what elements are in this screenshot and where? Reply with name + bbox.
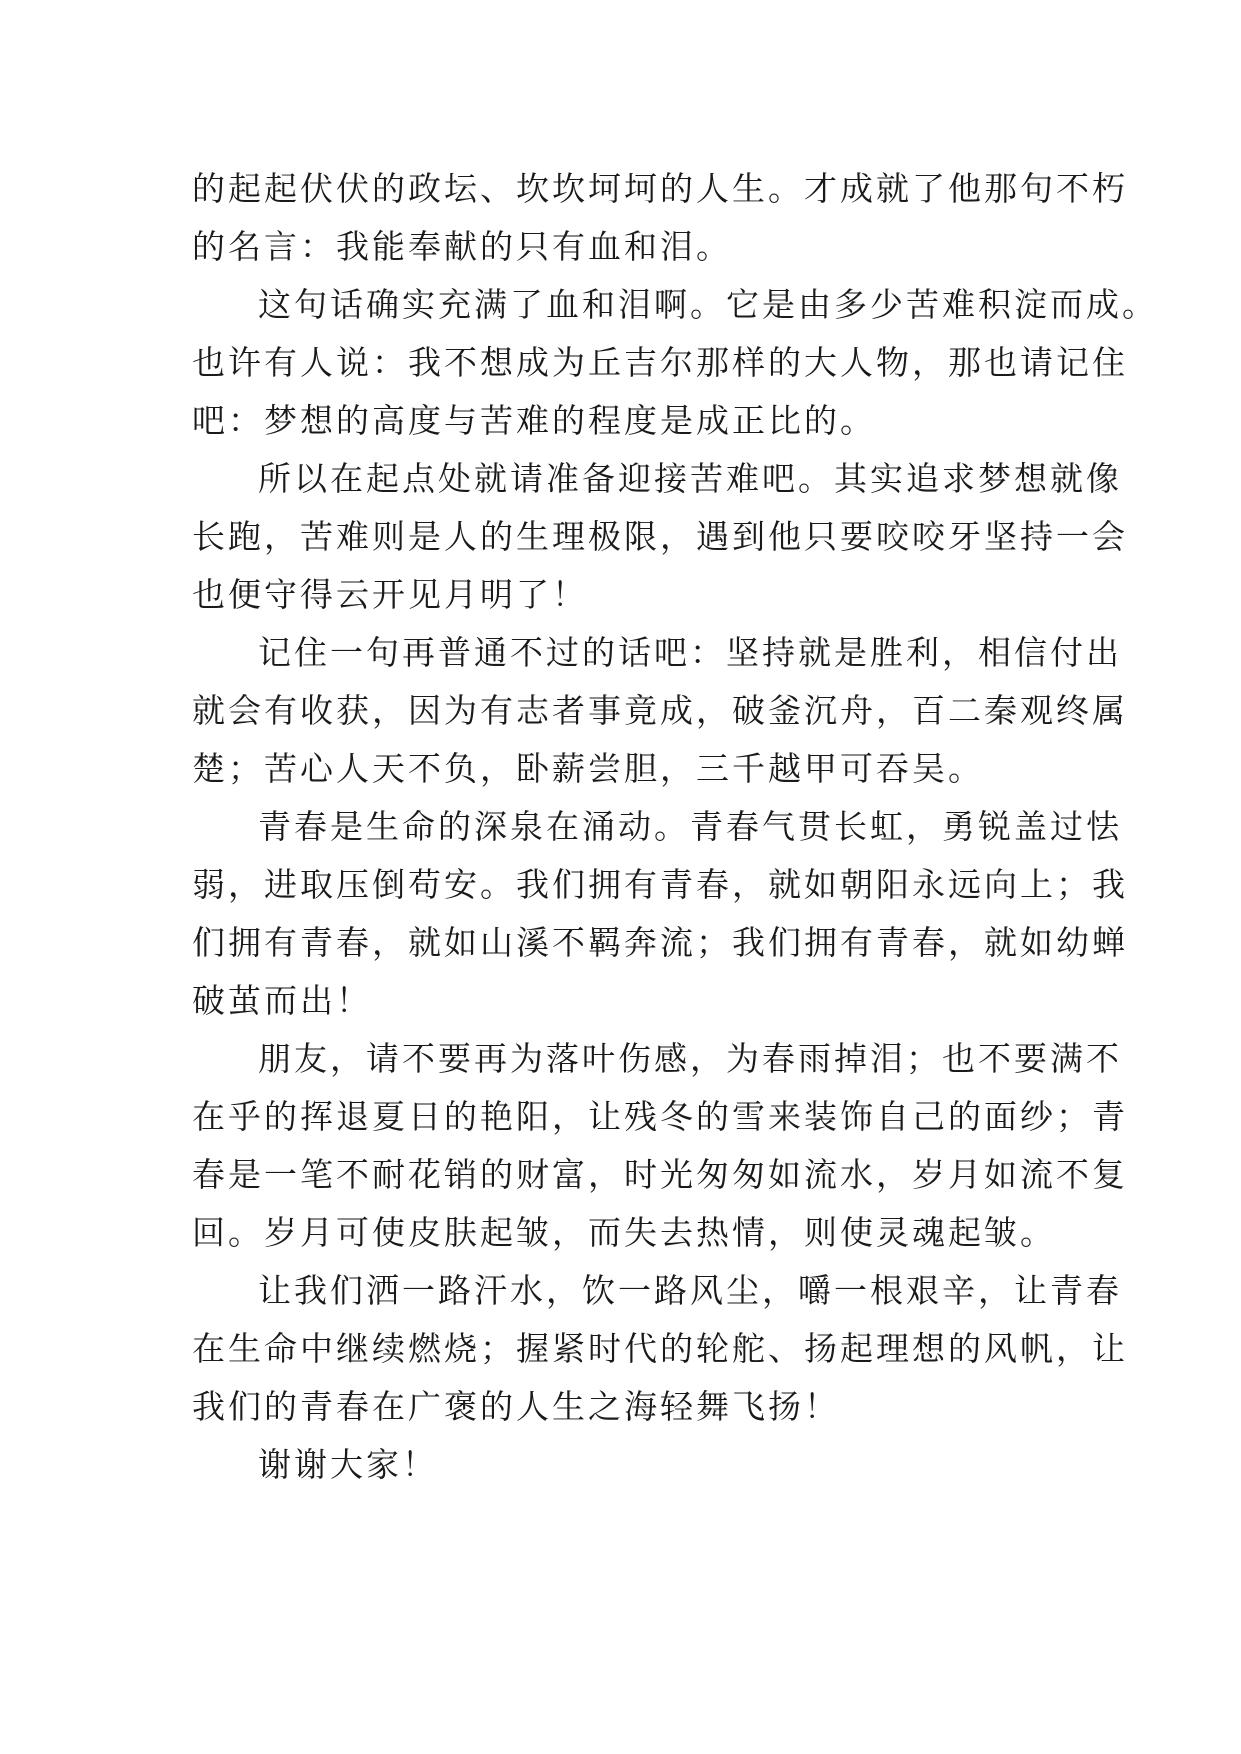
text-line: 楚；苦心人天不负，卧薪尝胆，三千越甲可吞吴。 bbox=[192, 749, 984, 788]
paragraph-2 bbox=[192, 276, 1158, 450]
paragraph-5 bbox=[192, 798, 1128, 1030]
text-line: 让我们洒一路汗水，饮一路风尘，嚼一根艰辛，让青春 bbox=[258, 1271, 1122, 1310]
text-line: 也许有人说：我不想成为丘吉尔那样的大人物，那也请记住 bbox=[192, 343, 1128, 382]
text-line: 记住一句再普通不过的话吧：坚持就是胜利，相信付出 bbox=[258, 633, 1122, 672]
text-line: 春是一笔不耐花销的财富，时光匆匆如流水，岁月如流不复 bbox=[192, 1155, 1128, 1194]
text-line: 朋友，请不要再为落叶伤感，为春雨掉泪；也不要满不 bbox=[258, 1039, 1122, 1078]
document-body bbox=[192, 160, 1158, 1494]
text-line: 们拥有青春，就如山溪不羁奔流；我们拥有青春，就如幼蝉 bbox=[192, 923, 1128, 962]
paragraph-4 bbox=[192, 624, 1128, 798]
text-line: 吧：梦想的高度与苦难的程度是成正比的。 bbox=[192, 401, 876, 440]
paragraph-1 bbox=[192, 160, 1128, 276]
text-line: 所以在起点处就请准备迎接苦难吧。其实追求梦想就像 bbox=[258, 459, 1122, 498]
text-line: 长跑，苦难则是人的生理极限，遇到他只要咬咬牙坚持一会 bbox=[192, 517, 1128, 556]
text-line: 青春是生命的深泉在涌动。青春气贯长虹，勇锐盖过怯 bbox=[258, 807, 1122, 846]
paragraph-8 bbox=[192, 1436, 1072, 1494]
text-line: 这句话确实充满了血和泪啊。它是由多少苦难积淀而成。 bbox=[258, 285, 1158, 324]
text-line: 的名言：我能奉献的只有血和泪。 bbox=[192, 227, 732, 266]
paragraph-7 bbox=[192, 1262, 1128, 1436]
text-line: 在乎的挥退夏日的艳阳，让残冬的雪来装饰自己的面纱；青 bbox=[192, 1097, 1128, 1136]
text-line: 回。岁月可使皮肤起皱，而失去热情，则使灵魂起皱。 bbox=[192, 1213, 1056, 1252]
text-line: 我们的青春在广褒的人生之海轻舞飞扬！ bbox=[192, 1387, 840, 1426]
text-line: 就会有收获，因为有志者事竟成，破釜沉舟，百二秦观终属 bbox=[192, 691, 1128, 730]
text-line: 弱，进取压倒苟安。我们拥有青春，就如朝阳永远向上；我 bbox=[192, 865, 1128, 904]
text-line: 的起起伏伏的政坛、坎坎坷坷的人生。才成就了他那句不朽 bbox=[192, 169, 1128, 208]
paragraph-3 bbox=[192, 450, 1128, 624]
text-line: 谢谢大家！ bbox=[258, 1445, 438, 1484]
text-line: 也便守得云开见月明了！ bbox=[192, 575, 588, 614]
text-line: 在生命中继续燃烧；握紧时代的轮舵、扬起理想的风帆，让 bbox=[192, 1329, 1128, 1368]
paragraph-6 bbox=[192, 1030, 1128, 1262]
text-line: 破茧而出！ bbox=[192, 981, 372, 1020]
